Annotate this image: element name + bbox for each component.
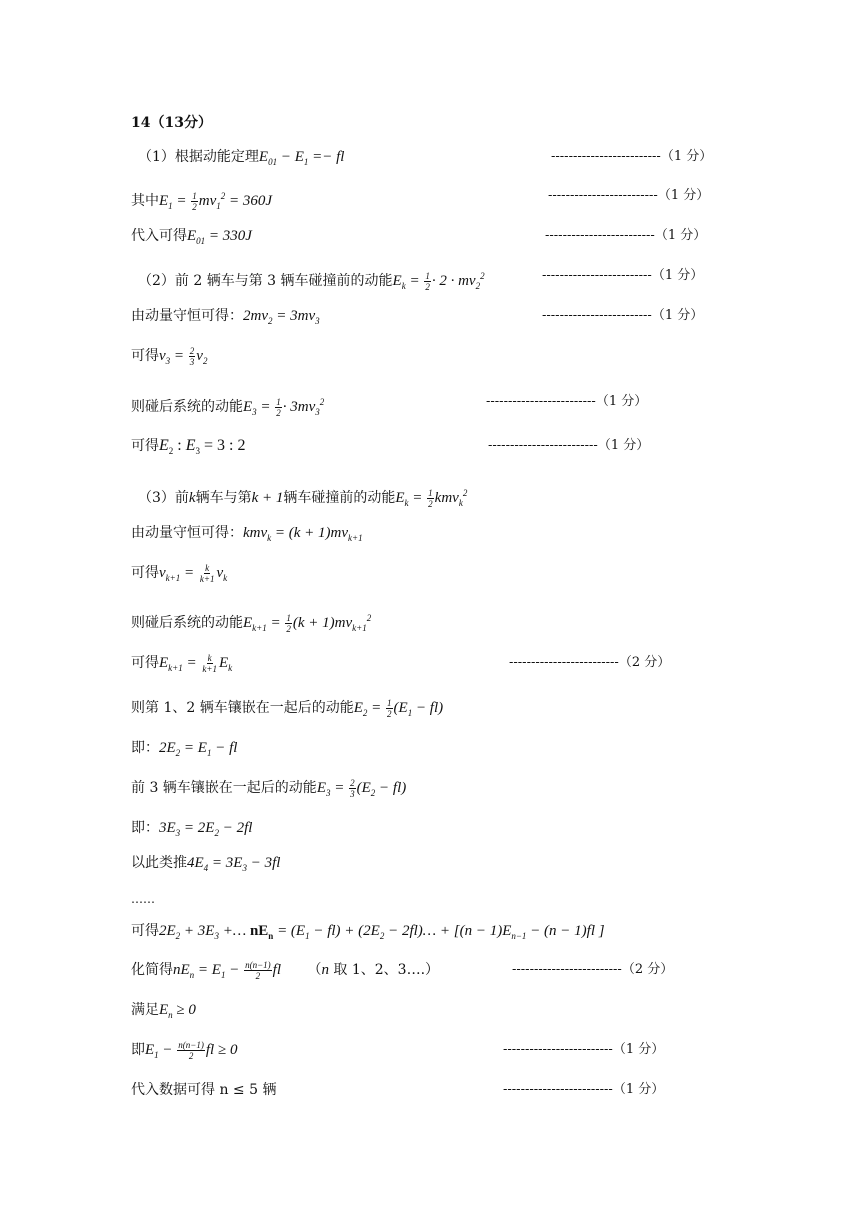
step-3-11: 可得$2E_2 + 3E_3$ +… $nE_n = (E_1 - fl) + (2E_2$ − 2fl)… + [$(n - 1)E_{n-1} - (n - 1)fl$ ] — [131, 923, 605, 941]
step-text: 代入可得 — [131, 228, 187, 244]
step-text: 前 3 辆车镶嵌在一起后的动能 — [131, 780, 317, 796]
step-2-1 — [138, 266, 485, 296]
step-3-13 — [131, 1000, 196, 1025]
formula: $E_{k+1}$ = $\frac{1}{2}$ $(k + 1)mv_{k+1}^2$ — [243, 613, 372, 635]
formula: $E_2$ : $E_3 = 3$ : 2 — [159, 437, 246, 457]
step-text: （2）前 2 辆车与第 3 辆车碰撞前的动能 — [138, 273, 393, 289]
step-text: 以此类推 — [131, 855, 187, 871]
step-text: 即 — [131, 1042, 145, 1058]
formula: $v_3$ = $\frac{2}{3}$ $v_2$ — [159, 346, 208, 368]
formula: $E_1$ = $\frac{1}{2}$ $mv_1^2 = 360J$ — [159, 191, 273, 213]
score-mark: -------------------------（1 分） — [551, 149, 713, 164]
step-3-9 — [131, 818, 252, 843]
step-3-2 — [131, 523, 363, 548]
step-1-2 — [131, 186, 272, 216]
step-2-4 — [131, 392, 324, 422]
formula: $3E_3 = 2E_2 - 2fl$ — [159, 820, 253, 838]
step-text: 辆车碰撞前的动能 — [283, 490, 396, 506]
step-3-4 — [131, 608, 371, 638]
formula: $2E_2 + 3E_3$ +… — [159, 923, 250, 941]
step-text: 由动量守恒可得： — [131, 308, 243, 324]
score-mark: -------------------------（1 分） — [548, 188, 710, 203]
step-text: 可得 — [131, 348, 159, 364]
formula: $nE_n = E_1$ − $\frac{n(n-1)}{2}$ fl — [173, 960, 282, 982]
score-mark: -------------------------（2 分） — [512, 962, 674, 977]
step-text: 则碰后系统的动能 — [131, 615, 243, 631]
formula: $E_k$ = $\frac{1}{2}$ · $2 \cdot mv_2^2$ — [392, 271, 485, 293]
step-text: 化简得 — [131, 962, 173, 978]
score-mark: -------------------------（1 分） — [486, 394, 648, 409]
formula: $2E_2 = E_1$ − fl — [159, 740, 238, 758]
step-2-5 — [131, 436, 245, 461]
formula: $E_k$ = $\frac{1}{2}$ kmv$_k^2$ — [395, 488, 468, 510]
formula: $2mv_2 = 3mv_3$ — [243, 308, 320, 326]
step-text: 满足 — [131, 1002, 159, 1018]
formula: $4E_4 = 3E_3 - 3fl$ — [187, 855, 281, 873]
step-3-8 — [131, 778, 406, 803]
step-text: 即： — [131, 740, 159, 756]
step-2-2 — [131, 306, 320, 331]
step-text: 由动量守恒可得： — [131, 525, 243, 541]
step-2-3 — [131, 346, 207, 371]
step-3-14 — [131, 1040, 237, 1065]
step-3-7 — [131, 738, 237, 763]
score-mark: -------------------------（1 分） — [488, 438, 650, 453]
step-3-3 — [131, 563, 227, 588]
step-3-12: 化简得$nE_n = E_1$ − $\frac{n(n-1)}{2}$ fl （n 取 1、2、3….） — [131, 960, 440, 982]
formula: $E_2$ = $\frac{1}{2}$ $(E_1 - fl)$ — [353, 698, 444, 720]
formula: $kmv_k = (k + 1)mv_{k+1}$ — [243, 525, 363, 543]
step-text: 可得 — [131, 438, 159, 454]
score-mark: -------------------------（2 分） — [509, 655, 671, 670]
step-text: 可得 — [131, 655, 159, 671]
formula: $E_3$ = $\frac{2}{3}$ $(E_2 - fl)$ — [316, 778, 407, 800]
ellipsis: …… — [131, 892, 155, 906]
step-text: 辆车与第 — [195, 490, 252, 506]
score-mark: -------------------------（1 分） — [542, 308, 704, 323]
step-text: （3）前 — [138, 490, 189, 506]
score-mark: -------------------------（1 分） — [503, 1082, 665, 1097]
formula: $E_3$ = $\frac{1}{2}$ · $3mv_3^2$ — [243, 397, 325, 419]
formula: $E_1$ − $\frac{n(n-1)}{2}$ fl ≥ 0 — [145, 1040, 238, 1062]
formula: $E_{01} = 330J$ — [187, 228, 252, 246]
step-text: （1）根据动能定理 — [138, 149, 259, 165]
score-mark: -------------------------（1 分） — [542, 268, 704, 283]
step-1-1 — [138, 147, 344, 172]
formula: $v_{k+1}$ = $\frac{k}{k+1}$ $v_k$ — [159, 563, 228, 585]
step-text: 可得 — [131, 923, 159, 939]
step-text: 取 1、2、3….） — [333, 962, 440, 978]
step-3-1: （3）前k辆车与第k + 1辆车碰撞前的动能$E_k$ = $\frac{1}{2}$ kmv$_k^2$ — [138, 488, 468, 510]
step-text: 其中 — [131, 193, 159, 209]
step-1-3 — [131, 226, 252, 251]
formula: $E_{01} - E_1$ =− fl — [258, 149, 345, 167]
score-mark: -------------------------（1 分） — [545, 228, 707, 243]
formula: $E_{k+1}$ = $\frac{k}{k+1}$ $E_k$ — [159, 653, 233, 675]
step-3-15: 代入数据可得 n ≤ 5 辆 — [131, 1082, 277, 1098]
formula: $E_n \ge 0$ — [159, 1002, 196, 1020]
step-text: 则碰后系统的动能 — [131, 399, 243, 415]
score-mark: -------------------------（1 分） — [503, 1042, 665, 1057]
step-3-10 — [131, 853, 280, 878]
step-text: 则第 1、2 辆车镶嵌在一起后的动能 — [131, 700, 354, 716]
step-text: 即： — [131, 820, 159, 836]
step-3-6 — [131, 698, 443, 723]
question-title: 14（13分） — [131, 115, 212, 131]
step-3-5 — [131, 653, 232, 678]
step-text: 可得 — [131, 565, 159, 581]
